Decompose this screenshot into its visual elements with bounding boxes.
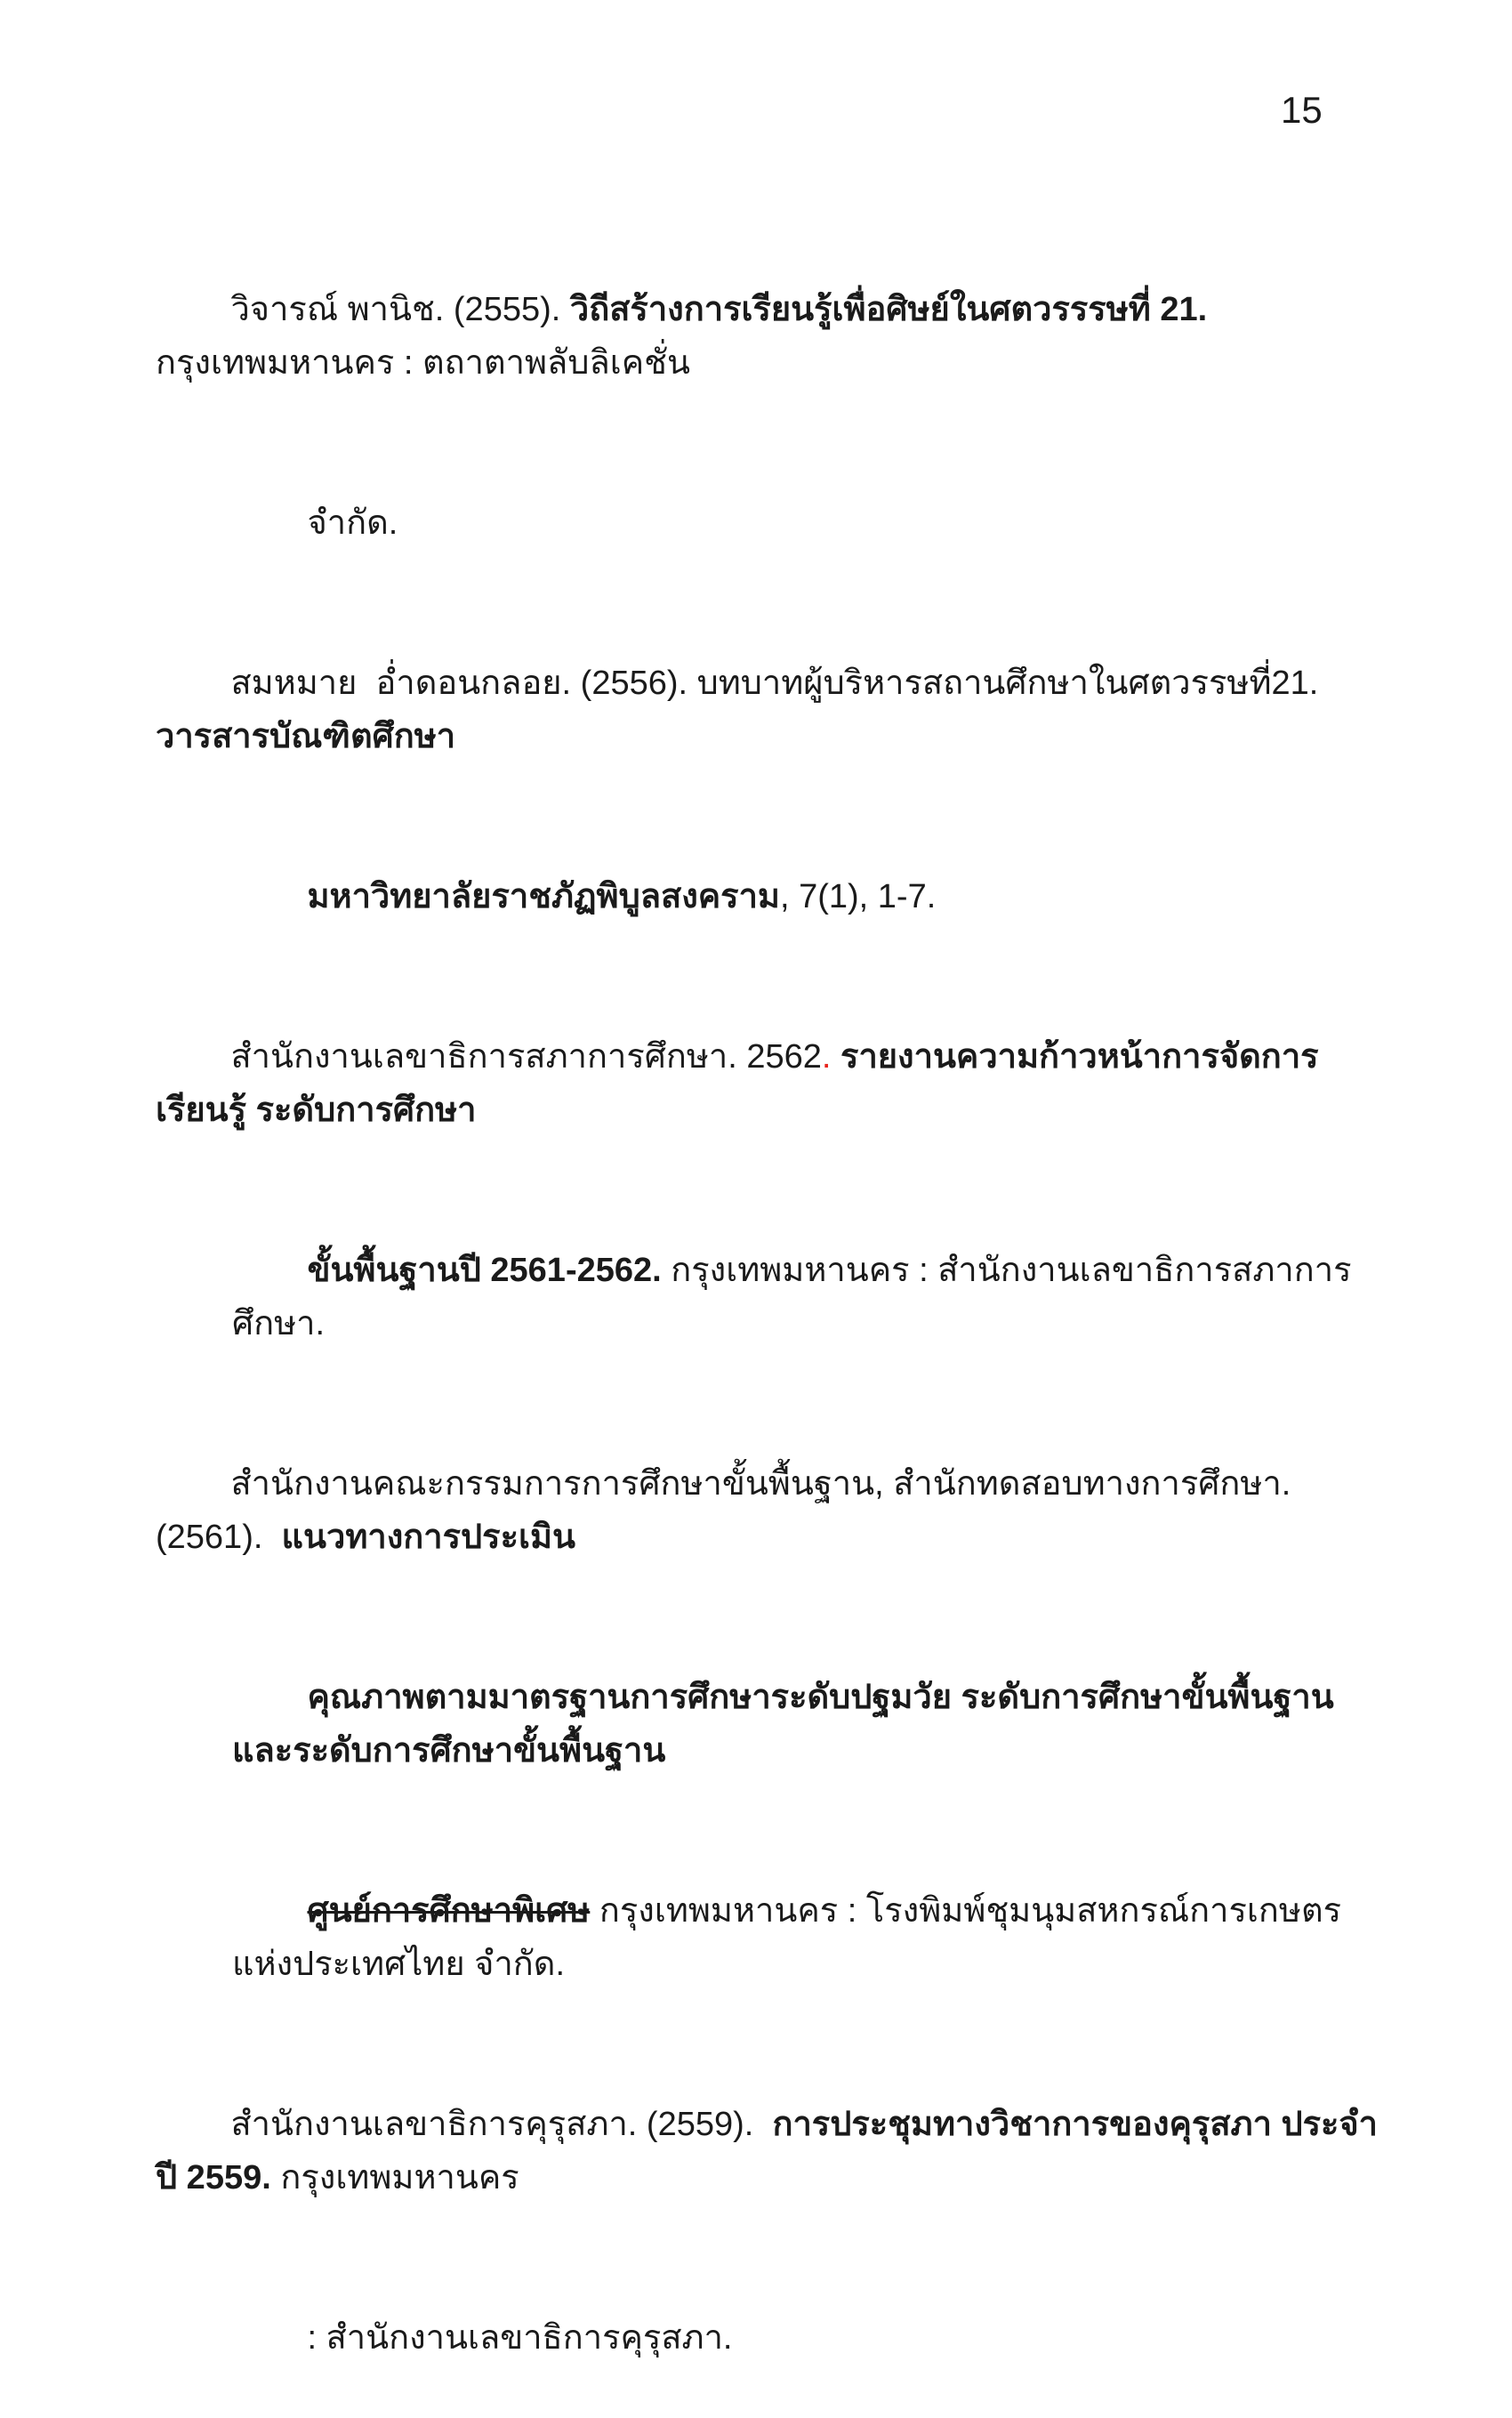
reference-title-segment: ขั้นพื้นฐานปี 2561-2562. [307,1252,672,1289]
reference-line [232,2258,1383,2418]
reference-list [156,230,1383,2418]
reference-line [232,1831,1383,2044]
reference-entry [156,977,1383,1404]
reference-text-segment: สำนักงานเลขาธิการสภาการศึกษา. 2562 [230,1038,822,1076]
reference-entry [156,2044,1383,2418]
reference-title-segment: แนวทางการประเมิน [281,1519,575,1556]
reference-line [156,977,1383,1190]
strikethrough-title-segment: ศูนย์การศึกษาพิเศษ [307,1892,591,1930]
reference-title-segment: วิถีสร้างการเรียนรู้เพื่อศิษย์ในศตวรรรษที่ 21. [569,291,1217,328]
reference-text-segment: สำนักงานคณะกรรมการการศึกษาขั้นพื้นฐาน, สำนักทดสอบทางการศึกษา. (2561). [156,1465,1300,1556]
reference-text-segment: จำกัด. [307,504,398,542]
reference-text-segment: กรุงเทพมหานคร : โรงพิมพ์ชุมนุมสหกรณ์การเกษตรแห่งประเทศไทย จำกัด. [232,1892,1342,1983]
page-number: 15 [1281,89,1323,131]
red-period-segment: . [821,1038,841,1076]
reference-line [156,230,1383,443]
reference-text-segment: กรุงเทพมหานคร : สำนักงานเลขาธิการสภาการศึกษา. [232,1252,1352,1342]
reference-title-segment: รายงานความก้าวหน้าการจัดการเรียนรู้ ระดับการศึกษา [156,1038,1319,1129]
reference-line [232,817,1383,977]
reference-line [232,1190,1383,1404]
reference-title-segment: วารสารบัณฑิตศึกษา [156,718,456,755]
reference-line [156,1404,1383,1617]
reference-line [232,1617,1383,1831]
reference-text-segment: สำนักงานเลขาธิการคุรุสภา. (2559). [230,2106,773,2143]
reference-line [156,603,1383,817]
reference-entry [156,603,1383,977]
reference-title-segment: มหาวิทยาลัยราชภัฏพิบูลสงคราม [307,878,780,915]
reference-text-segment: , 7(1), 1-7. [779,878,937,915]
reference-text-segment: กรุงเทพมหานคร [280,2159,519,2196]
reference-line [232,443,1383,603]
reference-text-segment: วิจารณ์ พานิช. (2555). [230,291,570,328]
reference-text-segment: กรุงเทพมหานคร : ตถาตาพลับลิเคชั่น [156,344,690,382]
reference-text-segment: : สำนักงานเลขาธิการคุรุสภา. [307,2319,733,2357]
reference-title-segment: คุณภาพตามมาตรฐานการศึกษาระดับปฐมวัย ระดับการศึกษาขั้นพื้นฐาน และระดับการศึกษาขั้นพื้นฐาน [232,1679,1344,1769]
reference-entry [156,1404,1383,2044]
reference-entry [156,230,1383,603]
reference-title-segment: การประชุมทางวิชาการของคุรุสภา ประจำปี 2559. [156,2106,1379,2196]
reference-line [156,2044,1383,2258]
reference-text-segment: สมหมาย อ่ำดอนกลอย. (2556). บทบาทผู้บริหารสถานศึกษาในศตวรรษที่21. [230,665,1328,702]
